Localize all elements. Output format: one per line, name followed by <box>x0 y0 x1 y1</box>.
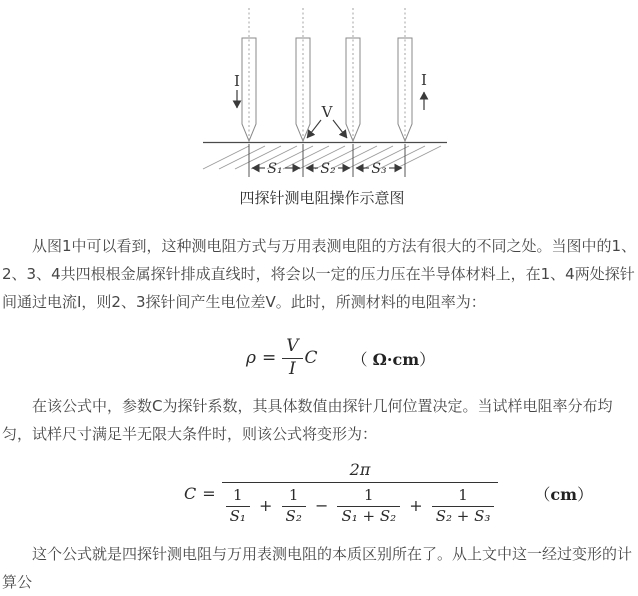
spacing-label-s3: S₃ <box>371 161 387 177</box>
dimension-s2 <box>306 161 350 177</box>
term-1-over-s1-plus-s2: $\frac{1}{\text{S₁ + S₂}}$ <box>337 487 400 525</box>
main-fraction: 2π $\frac{1}{\text{S₁}}$ + $\frac{1}{\text{S₂}}$ − $\frac{1}{\text{S₁ + S₂}}$ + $\frac{1}{\text{S₂ + S₃}}$ <box>222 461 499 525</box>
equals-sign: = <box>202 483 216 503</box>
probe-coefficient-formula <box>184 461 638 525</box>
voltage-arrow-right-icon <box>333 120 347 138</box>
voltage-label: V <box>321 103 333 121</box>
c-symbol: C <box>184 483 197 503</box>
term-1-over-s1: $\frac{1}{\text{S₁}}$ <box>226 487 250 525</box>
paragraph-conclusion: 这个公式就是四探针测电阻与万用表测电阻的本质区别所在了。从上文中这一经过变形的计算公 <box>2 544 633 591</box>
equals-sign: = <box>262 348 277 369</box>
paragraph-coefficient: 在该公式中，参数C为探针系数，其具体数值由探针几何位置决定。当试样电阻率分布均匀，试样尺寸满足半无限大条件时，则该公式将变形为： <box>2 397 613 444</box>
rho-symbol: ρ <box>246 348 256 369</box>
term-1-over-s2-plus-s3: $\frac{1}{\text{S₂ + S₃}}$ <box>432 487 495 525</box>
v-over-i-fraction: $\frac{V}{I}$ <box>282 337 302 379</box>
denominator-row: $\frac{1}{\text{S₁}}$ + $\frac{1}{\text{S₂}}$ − $\frac{1}{\text{S₁ + S₂}}$ + $\frac{1}{\text{S₂ + S₃}}$ <box>222 482 499 525</box>
probe-2 <box>296 8 310 141</box>
resistivity-formula <box>246 337 638 379</box>
probe-4 <box>398 8 412 141</box>
spacing-label-s1: S₁ <box>267 161 283 177</box>
four-probe-diagram-svg <box>0 0 638 215</box>
probe-1 <box>242 8 256 141</box>
term-1-over-s2: $\frac{1}{\text{S₂}}$ <box>282 487 306 525</box>
coefficient-expression <box>184 461 498 525</box>
figure-caption: 四探针测电阻操作示意图 <box>239 189 405 207</box>
four-probe-diagram <box>0 0 638 215</box>
current-label-left: I <box>234 72 240 90</box>
dimension-s1 <box>252 161 300 177</box>
resistivity-unit: （ Ω·cm） <box>351 349 436 369</box>
paragraph-intro: 从图1中可以看到，这种测电阻方式与万用表测电阻的方法有很大的不同之处。当图中的1、2、3、4共四根根金属探针排成直线时，将会以一定的压力压在半导体材料上，在1、4两处探针间通过电流I，则2、3探针间产生电位差V。此时，所测材料的电阻率为： <box>2 237 637 311</box>
spacing-label-s2: S₂ <box>320 161 336 177</box>
coefficient-unit: （cm） <box>534 484 594 504</box>
current-label-right: I <box>421 71 427 89</box>
resistivity-expression <box>246 337 318 379</box>
coefficient-c: C <box>304 348 318 369</box>
probe-3 <box>346 8 360 141</box>
